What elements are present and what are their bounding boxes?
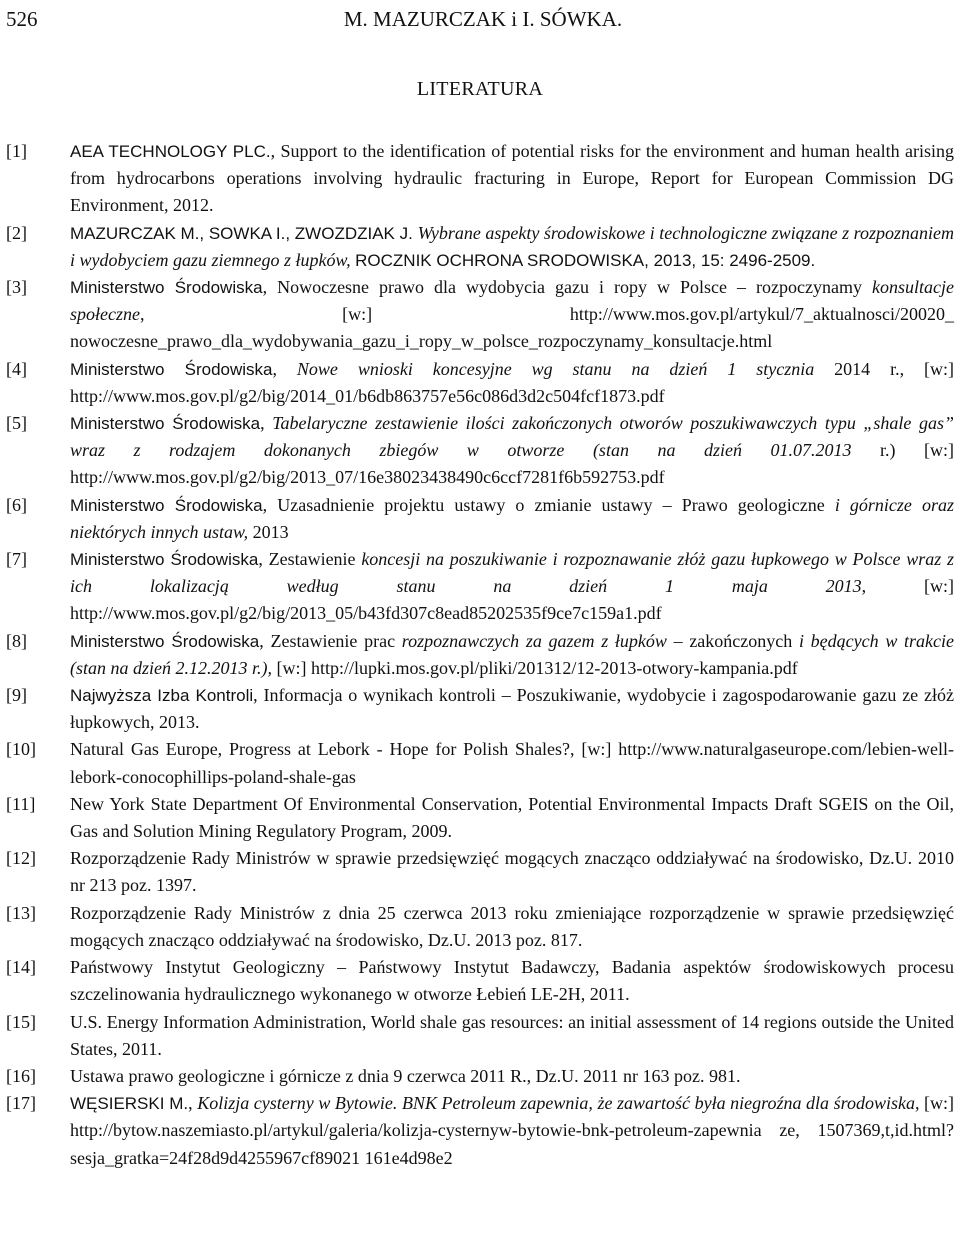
reference-fragment: , xyxy=(260,413,273,434)
reference-fragment: i będących w trakcie (stan na dzień 2.12.2013 r.), xyxy=(70,630,954,678)
reference-fragment: koncesji na poszukiwanie i rozpoznawanie złóż gazu łupkowego w Polsce wraz z ich lokalizacją według stanu na dzień 1 maja 2013 xyxy=(70,549,954,597)
reference-fragment: AEA TECHNOLOGY PLC. xyxy=(70,142,271,161)
reference-text xyxy=(70,794,954,841)
reference-fragment: , Nowoczesne prawo dla wydobycia gazu i ropy w Polsce – rozpoczynamy xyxy=(262,277,873,298)
reference-number: [5] xyxy=(6,413,27,434)
reference-fragment: Państwowy Instytut Geologiczny – Państwowy Instytut Badawczy, Badania aspektów środowiskowych procesu szczelinowania hydraulicznego wykonanego w otworze Łebień LE-2H, 2011. xyxy=(70,957,954,1005)
reference-item xyxy=(6,274,954,356)
reference-number: [15] xyxy=(6,1011,36,1032)
reference-item xyxy=(6,845,954,899)
reference-fragment: – zakończonych xyxy=(666,630,799,651)
reference-fragment: , [w:] http://www.mos.gov.pl/artykul/7_aktualnosci/20020_ nowoczesne_prawo_dla_wydobywania_gazu_i_ropy_w_polsce_rozpoczynamy_konsultacje.html xyxy=(70,304,954,352)
reference-text xyxy=(70,739,954,786)
reference-fragment: New York State Department Of Environmental Conservation, Potential Environmental Impacts Draft SGEIS on the Oil, Gas and Solution Mining Regulatory Program, 2009. xyxy=(70,793,954,842)
reference-item xyxy=(6,410,954,492)
reference-number: [16] xyxy=(6,1065,36,1086)
reference-fragment: [w:] http://bytow.naszemiasto.pl/artykul/galeria/kolizja-cysternyw-bytowie-bnk-petroleum-zapewnia ze, 1507369,t,id.html?sesja_gratka=24f28d9d4255967cf89021 161e4d98e2 xyxy=(70,1093,955,1168)
reference-fragment: U.S. Energy Information Administration, World shale gas resources: an initial assessment of 14 regions outside the United States, 2011. xyxy=(70,1011,954,1059)
reference-fragment: Ministerstwo Środowiska xyxy=(70,359,273,379)
reference-fragment: , xyxy=(188,1093,198,1114)
reference-number: [14] xyxy=(6,957,36,978)
reference-text xyxy=(70,359,954,406)
reference-fragment: Natural Gas Europe, Progress at Lebork - Hope for Polish Shales?, [w:] http://www.naturalgaseurope.com/lebien-well-lebork-conocophillips-poland-shale-gas xyxy=(70,739,954,787)
reference-fragment: Najwyższa Izba Kontroli xyxy=(70,686,254,706)
reference-text xyxy=(70,631,954,678)
reference-fragment: , Informacja o wynikach kontroli – Poszukiwanie, wydobycie i zagospodarowanie gazu ze złóż łupkowych, 2013. xyxy=(70,685,954,733)
reference-number: [1] xyxy=(6,141,27,161)
reference-item xyxy=(6,682,954,736)
reference-fragment: 2013 xyxy=(248,521,289,542)
reference-text xyxy=(70,1012,954,1059)
reference-number: [4] xyxy=(6,358,27,379)
reference-item xyxy=(6,791,954,845)
reference-text xyxy=(70,848,954,895)
reference-fragment: , xyxy=(272,358,297,379)
reference-text xyxy=(70,141,954,215)
reference-fragment: Kolizja cysterny w Bytowie. BNK Petroleum zapewnia, że zawartość była niegroźna dla środowiska, xyxy=(197,1093,920,1114)
reference-fragment: Ministerstwo Środowiska xyxy=(70,631,260,651)
reference-number: [7] xyxy=(6,549,27,570)
reference-item xyxy=(6,138,954,220)
running-title: M. MAZURCZAK i I. SÓWKA. xyxy=(343,7,623,31)
reference-fragment: ROCZNIK OCHRONA SRODOWISKA, 2013, 15: 2496-2509. xyxy=(355,250,816,270)
reference-fragment: zukiwawczych typu „shale gas” wraz z rodzajem dokonanych zbiegów w otworze (stan na dzień 01.07.2013 xyxy=(70,413,954,461)
reference-fragment: Ministerstwo Środowiska xyxy=(70,278,263,298)
reference-fragment: Ministerstwo Środowiska xyxy=(70,550,259,570)
reference-fragment: Wybrane aspekty środowiskowe i technologiczne związane z rozpoznaniem i wydobyciem gazu ziemnego z łupków, xyxy=(70,222,955,270)
reference-item xyxy=(6,356,954,410)
reference-number: [10] xyxy=(6,739,36,760)
reference-fragment: Ministerstwo Środowiska xyxy=(70,414,261,434)
reference-item xyxy=(6,1009,954,1063)
reference-text xyxy=(70,1066,740,1086)
reference-fragment: , [w:] http://www.mos.gov.pl/g2/big/2013_05/b43fd307c8ead85202535f9ce7c159a1.pdf xyxy=(70,576,954,624)
reference-fragment: r.) [w:] http://www.mos.gov.pl/g2/big/2013_07/16e38023438490c6ccf7281f6b592753.pdf xyxy=(70,440,954,488)
reference-fragment: , Support to the identification of potential risks for the environment and human health arising from hydrocarbons operations involving hydraulic fracturing in Europe, Report for European Commission DG Environment, 2012. xyxy=(70,141,954,216)
reference-number: [17] xyxy=(6,1093,36,1114)
reference-text xyxy=(70,549,954,623)
reference-text xyxy=(70,223,954,270)
reference-text xyxy=(70,495,954,542)
reference-text xyxy=(70,1093,954,1167)
reference-fragment: Ustawa prawo geologiczne i górnicze z dnia 9 czerwca 2011 R., Dz.U. 2011 nr 163 poz. 981. xyxy=(70,1065,741,1086)
page-number: 526 xyxy=(6,7,38,31)
reference-fragment: 2014 r., [w:] http://www.mos.gov.pl/g2/big/2014_01/b6db863757e56c086d3d2c504fcf1873.pdf xyxy=(70,358,954,406)
reference-fragment: [w:] http://lupki.mos.gov.pl/pliki/201312/12-2013-otwory-kampania.pdf xyxy=(272,657,798,678)
reference-item xyxy=(6,492,954,546)
reference-item xyxy=(6,954,954,1008)
reference-list xyxy=(6,138,954,1172)
reference-fragment: konsultacje społeczne xyxy=(70,277,954,325)
reference-item xyxy=(6,628,954,682)
reference-number: [2] xyxy=(6,222,27,243)
reference-fragment: , Uzasadnienie projektu ustawy o zmianie ustawy – Prawo geologiczne xyxy=(262,494,835,515)
reference-fragment: , Zestawienie prac xyxy=(259,630,402,651)
reference-item xyxy=(6,220,954,274)
reference-number: [11] xyxy=(6,793,36,814)
reference-fragment: Rozporządzenie Rady Ministrów w sprawie przedsięwzięć mogących znacząco oddziaływać na środowisko, Dz.U. 2010 nr 213 poz. 1397. xyxy=(70,848,954,896)
reference-fragment: rozpoznawczych za gazem z łupków xyxy=(401,630,667,651)
reference-fragment: Nowe wnioski koncesyjne wg stanu na dzień 1 stycznia xyxy=(296,358,815,379)
reference-number: [8] xyxy=(6,630,27,651)
reference-item xyxy=(6,1090,954,1172)
reference-text xyxy=(70,413,954,487)
reference-text xyxy=(70,903,954,950)
reference-fragment: i górnicze oraz niektórych innych ustaw, xyxy=(70,494,955,542)
running-header xyxy=(6,6,920,32)
reference-text xyxy=(70,685,954,732)
reference-item xyxy=(6,1063,954,1090)
reference-fragment: Rozporządzenie Rady Ministrów z dnia 25 czerwca 2013 roku zmieniające rozporządzenie w sprawie przedsięwzięć mogących znacząco oddziaływać na środowisko, Dz.U. 2013 poz. 817. xyxy=(70,902,954,950)
reference-number: [12] xyxy=(6,848,36,869)
section-title: LITERATURA xyxy=(416,78,544,100)
reference-fragment: Ministerstwo Środowiska xyxy=(70,495,263,515)
reference-text xyxy=(70,957,954,1004)
reference-item xyxy=(6,736,954,790)
reference-fragment: Tabelaryczne zestawienie ilości zakończonych otworów pos xyxy=(272,413,716,434)
reference-number: [9] xyxy=(6,685,27,706)
reference-text xyxy=(70,277,954,351)
reference-item xyxy=(6,900,954,954)
reference-number: [13] xyxy=(6,902,36,923)
reference-number: [3] xyxy=(6,277,27,298)
reference-fragment: MAZURCZAK M., SOWKA I., ZWOZDZIAK J. xyxy=(70,223,418,243)
reference-fragment: WĘSIERSKI M. xyxy=(70,1094,189,1114)
reference-fragment: , Zestawienie xyxy=(258,549,362,570)
reference-number: [6] xyxy=(6,494,27,515)
reference-item xyxy=(6,546,954,628)
